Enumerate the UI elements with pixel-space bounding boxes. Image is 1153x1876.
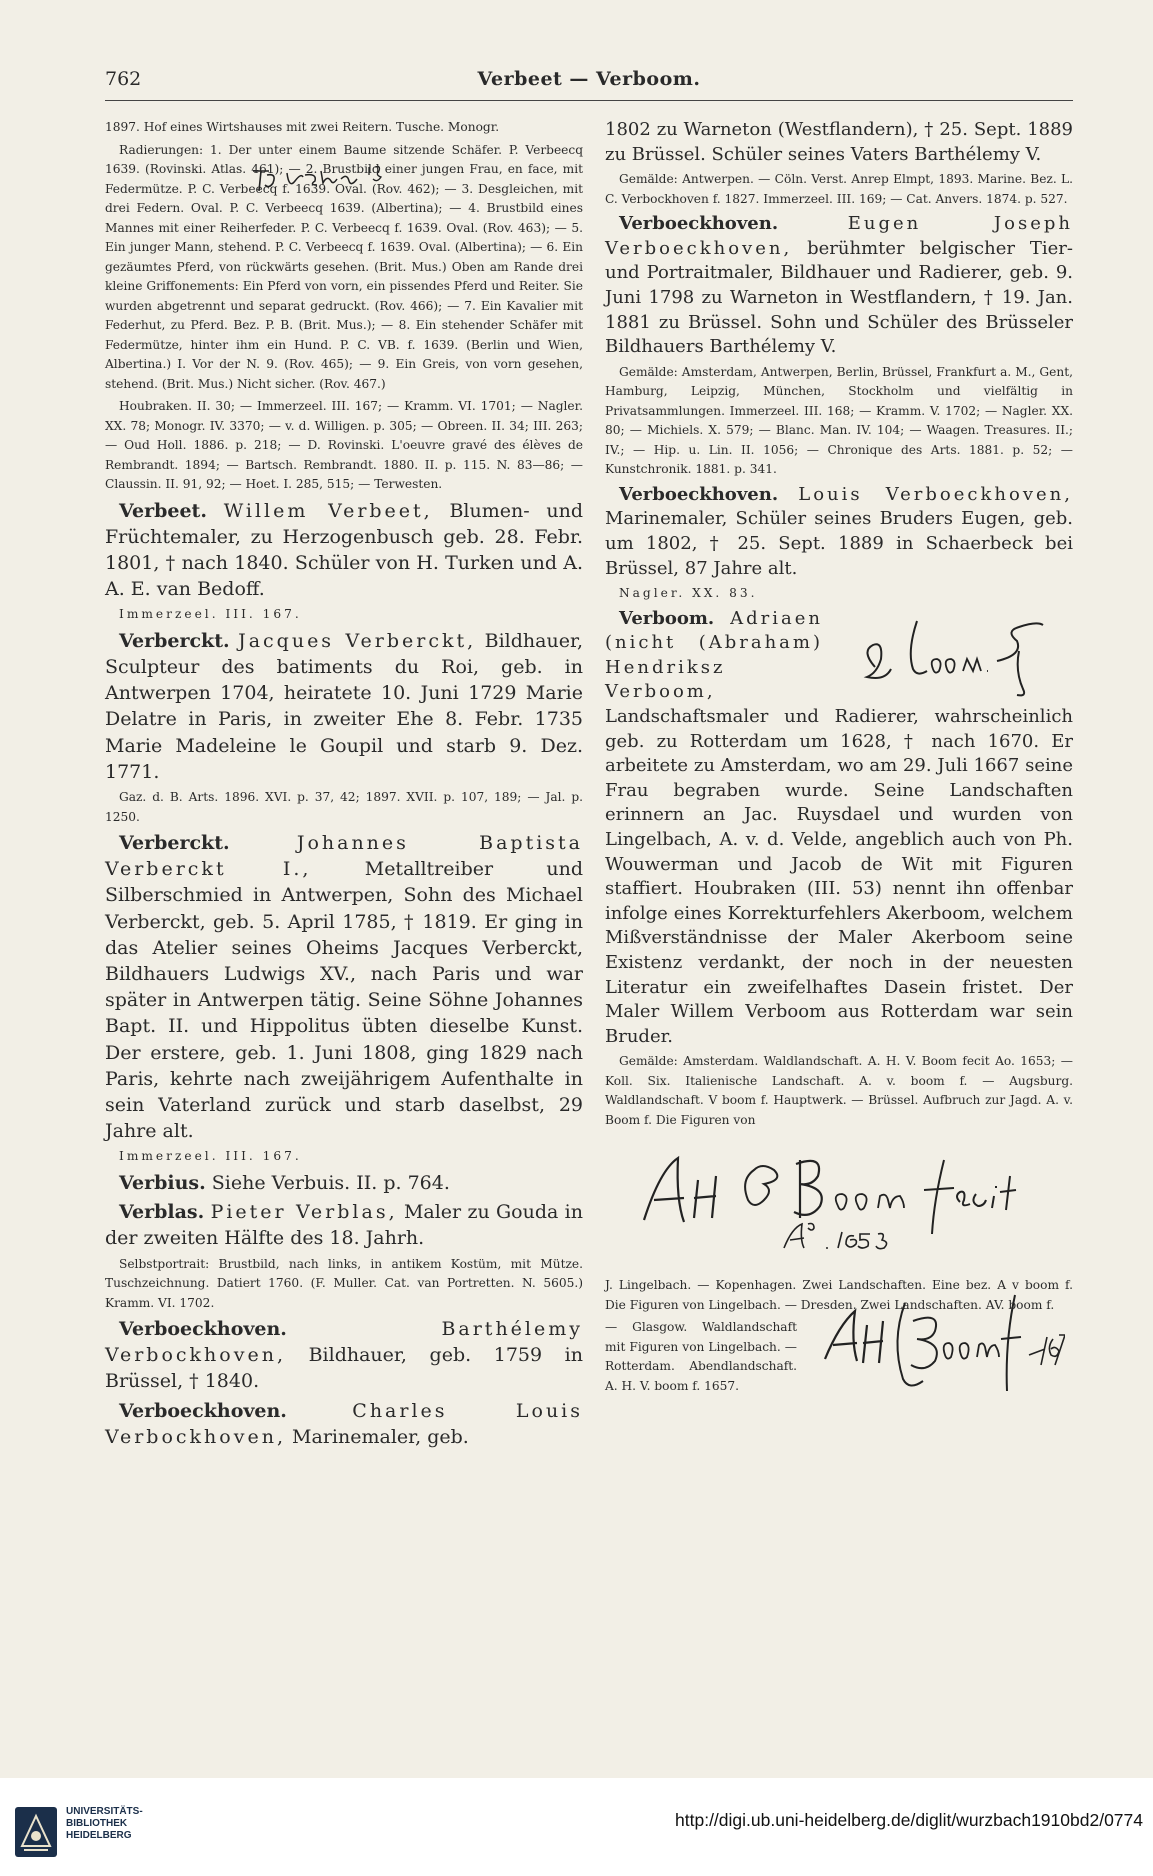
signature-a-h-v-boom-1657: [807, 1276, 1073, 1416]
entry-text: Maler zu Gouda in der zweiten Hälfte des 18. Jahrh.: [105, 1201, 583, 1250]
artist-name: Johannes Baptista Verberckt I.,: [105, 832, 583, 881]
paragraph: — Glasgow. Waldlandschaft mit Figuren von Lingelbach. — Rotterdam. Abendlandschaft. A. H. V. boom f. 1657.: [605, 1320, 797, 1393]
entry-verbeet: [105, 498, 583, 603]
artist-name: Louis Verboeckhoven,: [798, 483, 1073, 505]
references: Gemälde: Antwerpen. — Cöln. Verst. Anrep Elmpt, 1893. Marine. Bez. L. C. Verbockhoven f. 1827. Immerzeel. III. 169; — Cat. Anvers. 1874. p. 527.: [605, 172, 1073, 206]
headword: Verbeet.: [119, 499, 207, 522]
source-url[interactable]: http://digi.ub.uni-heidelberg.de/diglit/wurzbach1910bd2/0774: [675, 1810, 1143, 1830]
paragraph: 1802 zu Warneton (Westflandern), † 25. Sept. 1889 zu Brüssel. Schüler seines Vaters Barthélemy V.: [605, 119, 1073, 165]
library-name: UNIVERSITÄTS- BIBLIOTHEK HEIDELBERG: [66, 1806, 143, 1841]
entry-text: Bildhauer, geb. 1759 in Brüssel, † 1840.: [105, 1344, 583, 1393]
artist-name: Barthélemy Verbockhoven,: [105, 1318, 583, 1367]
entry-text: Blumen- und Früchtemaler, zu Herzogenbusch geb. 28. Febr. 1801, † nach 1840. Schüler von H. Turken und A. A. E. van Bedoff.: [105, 499, 584, 601]
left-column: [105, 118, 583, 1453]
header-rule: [105, 100, 1073, 101]
headword: Verbius.: [119, 1171, 206, 1194]
headword: Verboom.: [619, 607, 715, 629]
artist-name: Willem Verbeet,: [223, 499, 433, 522]
paragraph: Radierungen: 1. Der unter einem Baume sitzende Schäfer. P. Verbeecq 1639. (Rovinski. Atlas. 461); — 2. Brustbild einer jungen Frau, en face, mit Federmütze. P. C. Verbeecq f. 1639. Oval. (Rov. 462); — 3. Desgleichen, mit drei Federn. Oval. P. C. Verbeecq 1639. (Albertina); — 4. Brustbild eines Mannes mit einer Reiherfeder. P. C. Verbeecq f. 1639. Oval. (Rov. 463); — 5. Ein junger Mann, stehend. P. C. Verbeecq f. 1639. Oval. (Albertina); — 6. Ein gezäumtes Pferd, von rückwärts gesehen. (Brit. Mus.) Oben am Rande drei kleine Griffonements: Ein Pferd von vorn, ein pissendes Pferd und Reiter. Sie wurden abgetrennt und separat gedruckt. (Rov. 466); — 7. Ein Kavalier mit Federhut, zu Pferd. Bez. P. B. (Brit. Mus.); — 8. Ein stehender Schäfer mit Federmütze, hinter ihm ein Hund. P. C. VB. f. 1639. (Berlin und Wien, Albertina.) I. Vor der N. 9. (Rov. 465); — 9. Ein Greis, von vorn gesehen, stehend. (Brit. Mus.) Nicht sicher. (Rov. 467.): [105, 142, 583, 391]
entry-text: Landschaftsmaler und Radierer, wahrscheinlich geb. zu Rotterdam um 1628, † nach 1670. Er arbeitete zu Amsterdam, wo am 29. Juli 1667 seine Frau begraben wurde. Seine Landschaften erinnern an Jac. Ruysdael und wurden von Lingelbach, A. v. d. Velde, angeblich auch von Ph. Wouwerman und Jacob de Wit mit Figuren staffiert. Houbraken (III. 53) nennt ihn offenbar infolge eines Korrekturfehlers Akerboom, welchem Mißverständnisse der Maler Akerboom seine Existenz verdankt, der noch in der neuesten Literatur ein zweifelhaftes Dasein fristet. Der Maler Willem Verboom aus Rotterdam war sein Bruder.: [605, 706, 1073, 1047]
references: Gemälde: Amsterdam, Antwerpen, Berlin, Brüssel, Frankfurt a. M., Gent, Hamburg, Leipzig, München, Stockholm und vielfältig in Privatsammlungen. Immerzeel. III. 168; — Kramm. V. 1702; — Nagler. XX. 80; — Michiels. X. 579; — Blanc. Man. IV. 104; — Waagen. Treasures. II.; IV.; — Hip. u. Lin. II. 1056; — Chronique des Arts. 1881. p. 52; — Kunstchronik. 1881. p. 341.: [605, 364, 1073, 477]
references: Nagler. XX. 83.: [619, 586, 758, 601]
entry-verboeckhoven-eugen: [605, 212, 1073, 360]
references: Houbraken. II. 30; — Immerzeel. III. 167; — Kramm. VI. 1701; — Nagler. XX. 78; Monogr. IV. 3370; — v. d. Willigen. p. 305; — Obreen. II. 34; III. 263; — Oud Holl. 1886. p. 218; — D. Rovinski. L'oeuvre gravé des élèves de Rembrandt. 1894; — Bartsch. Rembrandt. 1880. II. p. 115. N. 83—86; — Claussin. II. 91, 92; — Hoet. I. 285, 515; — Terwesten.: [105, 399, 583, 491]
page-number: 762: [105, 68, 142, 90]
entry-verblas: [105, 1199, 583, 1251]
page-title: Verbeet — Verboom.: [477, 68, 701, 90]
headword: Verboeckhoven.: [619, 213, 779, 235]
headword: Verboeckhoven.: [619, 483, 779, 505]
entry-verboeckhoven-barthelemy: [105, 1316, 583, 1395]
references: Immerzeel. III. 167.: [119, 1149, 302, 1164]
entry-verbius: [105, 1170, 583, 1196]
entry-text: Bildhauer, Sculpteur des batiments du Roi, geb. in Antwerpen 1704, heiratete 10. Juni 1729 Marie Delatre in Paris, in zweiter Ehe 8. Febr. 1735 Marie Madeleine le Goupil und starb 9. Dez. 1771.: [105, 629, 583, 783]
artist-name: Charles Louis Verbockhoven,: [105, 1399, 584, 1448]
headword: Verboeckhoven.: [119, 1399, 287, 1422]
paragraph: J. Lingelbach. — Kopenhagen. Zwei Landschaften. Eine bez. A v boom f. Die Figuren von Lingelbach. — Dresden. Zwei Landschaften. AV. boom f.: [605, 1278, 1073, 1312]
paragraph: 1897. Hof eines Wirtshauses mit zwei Reitern. Tusche. Monogr.: [105, 120, 500, 134]
entry-text: berühmter belgischer Tier- und Portraitmaler, Bildhauer und Radierer, geb. 9. Juni 1798 zu Warneton in Westflandern, † 19. Jan. 1881 zu Brüssel. Sohn und Schüler des Brüsseler Bildhauers Barthélemy V.: [605, 237, 1073, 358]
headword: Verberckt.: [119, 629, 230, 652]
headword: Verberckt.: [119, 832, 230, 855]
artist-name: Eugen Joseph Verboeckhoven,: [605, 213, 1073, 259]
references: Selbstportrait: Brustbild, nach links, in antikem Kostüm, mit Mütze. Tuschzeichnung. Datiert 1760. (F. Muller. Cat. van Portretten. N. 5605.) Kramm. VI. 1702.: [105, 1256, 583, 1310]
headword: Verboeckhoven.: [119, 1318, 287, 1341]
references: Gaz. d. B. Arts. 1896. XVI. p. 37, 42; 1897. XVII. p. 107, 189; — Jal. p. 1250.: [105, 790, 583, 824]
final-section: [605, 1276, 1073, 1416]
artist-name: Pieter Verblas,: [210, 1201, 398, 1224]
entry-text: Marinemaler, geb.: [292, 1425, 469, 1448]
entry-verberckt-jacques: [105, 628, 583, 785]
university-seal-icon: [14, 1806, 58, 1858]
signature-a-v-boom: [833, 611, 1073, 703]
entry-text: Metalltreiber und Silberschmied in Antwerpen, Sohn des Michael Verberckt, geb. 5. April 1785, † 1819. Er ging in das Atelier seines Oheims Jacques Verberckt, Bildhauers Ludwigs XV., nach Paris und war später in Antwerpen tätig. Seine Söhne Johannes Bapt. II. und Hippolitus übten dieselbe Kunst. Der erstere, geb. 1. Juni 1808, ging 1829 nach Paris, kehrte nach zweijährigem Aufenthalte in sein Vaterland zurück und starb daselbst, 29 Jahre alt.: [105, 858, 583, 1143]
footer-bar: [0, 1778, 1153, 1876]
entry-verboeckhoven-louis: [605, 483, 1073, 581]
right-column: [605, 118, 1073, 1416]
artist-name: Jacques Verberckt,: [238, 629, 477, 652]
entry-verboom: [605, 607, 1073, 1050]
entry-verboeckhoven-charles: [105, 1398, 583, 1450]
references: Gemälde: Amsterdam. Waldlandschaft. A. H. V. Boom fecit Ao. 1653; — Koll. Six. Italienische Landschaft. A. v. boom f. — Augsburg. Waldlandschaft. V boom f. Hauptwerk. — Brüssel. Aufbruch zur Jagd. A. v. Boom f. Die Figuren von: [605, 1054, 1073, 1127]
running-header: [105, 68, 1073, 98]
headword: Verblas.: [119, 1201, 205, 1224]
entry-text: Siehe Verbuis. II. p. 764.: [211, 1171, 450, 1194]
references: Immerzeel. III. 167.: [119, 607, 302, 622]
entry-text: Marinemaler, Schüler seines Bruders Eugen, geb. um 1802, † 25. Sept. 1889 in Schaerbeck bei Brüssel, 87 Jahre alt.: [605, 508, 1073, 579]
artist-name: Adriaen (nicht (Abraham) Hendriksz Verboom,: [605, 607, 823, 703]
signature-a-h-v-boom-1653: [605, 1140, 1073, 1270]
entry-verberckt-johannes: [105, 830, 583, 1144]
